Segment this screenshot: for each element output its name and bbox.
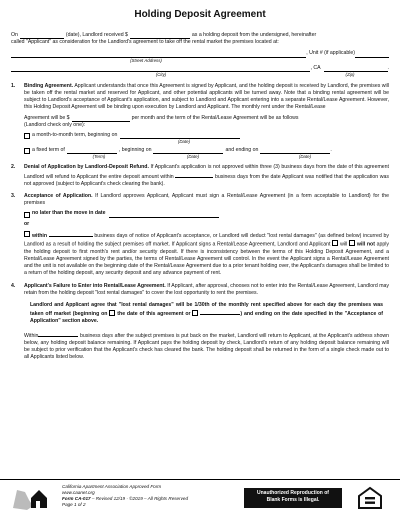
term-caption: (Term) [92, 154, 106, 160]
intro-holding-label: as a holding deposit from the undersigned, hereinafter [191, 32, 317, 38]
rent-label: Agreement will be $ [24, 114, 70, 121]
unit-field[interactable] [355, 52, 389, 58]
rent-term-label: per month and the term of the Rental/Lease Agreement will be as follows [131, 114, 299, 121]
document-title: Holding Deposit Agreement [134, 9, 266, 20]
fixed-term-captions [24, 154, 389, 159]
sign-days-field[interactable] [49, 231, 93, 237]
caa-logo-icon [11, 486, 55, 512]
footer [0, 479, 400, 518]
will-label: will [340, 241, 348, 248]
monthly-rent-field[interactable] [72, 116, 130, 122]
city-caption: (City) [155, 71, 167, 77]
option-text-2: apply the holding deposit to first month's rent and/or security deposit. If there is inconsistency between the terms of this Holding Deposit Agreement, and a Rental/Lease Agreement signed by the parties, the terms of Rental/Lease Agreement will control. In the event the Applicant signs a Rental/Lease Agreement and the unit is not available on the beginning date of the Rental/Lease Agreement due to a prior tenant holding over, the Applicant's damages shall be limited to a return of the holding deposit, any security deposit and any advance payment of rent. [24, 241, 389, 277]
city-row: , CA . [11, 65, 389, 72]
city-captions [11, 72, 389, 77]
section-heading: Binding Agreement. [24, 82, 74, 89]
fixed-term-checkbox[interactable] [24, 148, 30, 154]
mtm-date-caption: (Date) [177, 139, 191, 145]
section-text: If Applicant's application is not approved within three (3) business days from the date of this agreement Landlord will refund to Applicant the entire deposit amount within [24, 164, 389, 180]
section-text-2: business days from the date Applicant was notified that the application was not approved (subject to Applicant's check clearing the bank). [24, 173, 389, 187]
start-date-caption: (Date) [186, 154, 200, 160]
fixed-term-label: a fixed term of [32, 147, 65, 154]
reproduction-warning [244, 488, 342, 508]
section-text: Applicant understands that once this Agreement is signed by Applicant, and the holding deposit is received by Landlord, the premises will be taken off the rental market and reserved for Applicant, and other potential applicants will be turned away. Note that a binding rental agreement will be subject to Landlord's acceptance of Applicant's application, and subject to Landlord and Applicant entering into a separate Rental/Lease Agreement. However, this Holding Deposit Agreement will be binding upon execution by Landlord and Applicant. The monthly rent under the Rental/Lease [24, 82, 389, 111]
street-address-field[interactable] [11, 52, 306, 58]
check-one-label: (Landlord check only one): [24, 121, 86, 128]
intro-section [11, 32, 389, 77]
intro-line-1 [11, 32, 389, 39]
fixed-term-row: a fixed term of , beginning on and ending on . [24, 147, 389, 154]
return-clause [24, 331, 389, 362]
within-option [24, 231, 389, 278]
street-row [11, 50, 389, 57]
section-binding-agreement [11, 83, 389, 160]
section-number: 3. [11, 193, 16, 200]
zip-caption: (Zip) [345, 71, 355, 77]
move-in-row [24, 210, 389, 217]
section-denial [11, 164, 389, 188]
state-label: , CA [310, 64, 321, 71]
section-number: 1. [11, 82, 16, 89]
will-checkbox[interactable] [332, 240, 338, 246]
will-not-label: will not [356, 241, 375, 248]
intro-date-label: (date), Landlord received $ [65, 32, 128, 38]
ending-on-label: and ending on [225, 147, 259, 154]
footer-text [62, 484, 188, 508]
footer-org: California Apartment Association Approved Form [62, 484, 162, 489]
return-days-field[interactable] [38, 331, 78, 337]
section-text: If Applicant, after approval, chooses not to enter into the Rental/Lease Agreement, Landlord may retain from the holding deposit "lost rental damages" to cover the lost opportunity to rent the premises. [24, 282, 389, 296]
equal-housing-icon [357, 486, 383, 510]
section-text: If Landlord approves Applicant, Applicant must sign a Rental/Lease Agreement (in a form acceptable to Landlord) for the premises [24, 193, 389, 207]
unit-label: , Unit # (if applicable) [306, 50, 355, 57]
month-to-month-label: a month-to-month term, beginning on [32, 132, 118, 139]
within-label: within [32, 232, 47, 239]
lost-damages-clause [30, 302, 383, 326]
footer-revised: – Revised 12/19 · ©2019 – All Rights Reserved [91, 496, 189, 501]
warning-line-1: Unauthorized Reproduction of [257, 490, 329, 496]
will-not-checkbox[interactable] [349, 240, 355, 246]
rent-row [24, 115, 389, 122]
option-text: business days of notice of Applicant's acceptance, or Landlord will deduct "lost rental damages" (as defined below) incurred by Landlord as a result of holding the subject premises off market. If Applicant signs a Rental/Lease Agreement, Landlord and Applicant [24, 232, 389, 248]
within-label-2: Within [24, 332, 39, 339]
section-heading: Denial of Application by Landlord-Deposit Refund. [24, 164, 149, 171]
beginning-on-label: , beginning on [118, 147, 152, 154]
damages-text-2: the date of this agreement or [117, 311, 191, 318]
month-to-month-checkbox[interactable] [24, 133, 30, 139]
footer-form-number: Form CA-017 [62, 496, 91, 501]
refund-days-field[interactable] [175, 172, 213, 178]
agreement-date-checkbox[interactable] [109, 310, 115, 316]
section-heading: Acceptance of Application. [24, 193, 93, 200]
warning-line-2: Blank Forms is Illegal. [266, 497, 320, 503]
section-acceptance [11, 193, 389, 278]
street-caption: (Street Address) [130, 57, 162, 63]
section-failure [11, 283, 389, 362]
other-date-checkbox[interactable] [192, 310, 198, 316]
or-label: or [24, 220, 30, 227]
section-heading: Applicant's Failure to Enter into Rental/Lease Agreement. [24, 282, 166, 289]
return-text: business days after the subject premises is put back on the market, Landlord will return to Applicant, at the Applicant's address shown below, any holding deposit balance remaining. If Applicant pays the holding deposit by check, Landlord's return of any holding deposit balance remaining will be subject to prior verification that the Applicant's check has cleared the bank. The holding deposit shall be returned in the form of a single check made out to all Applicants listed below. [24, 332, 389, 361]
end-date-caption: (Date) [298, 154, 312, 160]
move-in-date-field[interactable] [109, 212, 219, 218]
damages-text: Landlord and Applicant agree that "lost rental damages" will be 1/30th of the monthly rent specified above for each day the premises was taken off market (beginning on [30, 301, 383, 318]
month-to-month-row [24, 132, 389, 139]
section-number: 2. [11, 164, 16, 171]
intro-line-2: called "Applicant" as consideration for the Landlord's agreement to take off the rental market the premises located at: [11, 39, 279, 46]
move-in-label: no later than the move in date [32, 210, 106, 217]
section-number: 4. [11, 282, 16, 289]
move-in-checkbox[interactable] [24, 212, 30, 218]
footer-page-number: Page 1 of 2 [62, 502, 86, 507]
other-date-field[interactable] [200, 309, 240, 315]
damages-text-3: ) and ending on the date specified in the "Acceptance of Application" section above. [30, 311, 383, 325]
within-checkbox[interactable] [24, 231, 30, 237]
footer-site[interactable]: www.caanet.org [62, 490, 95, 495]
intro-on-label: On [11, 32, 18, 38]
